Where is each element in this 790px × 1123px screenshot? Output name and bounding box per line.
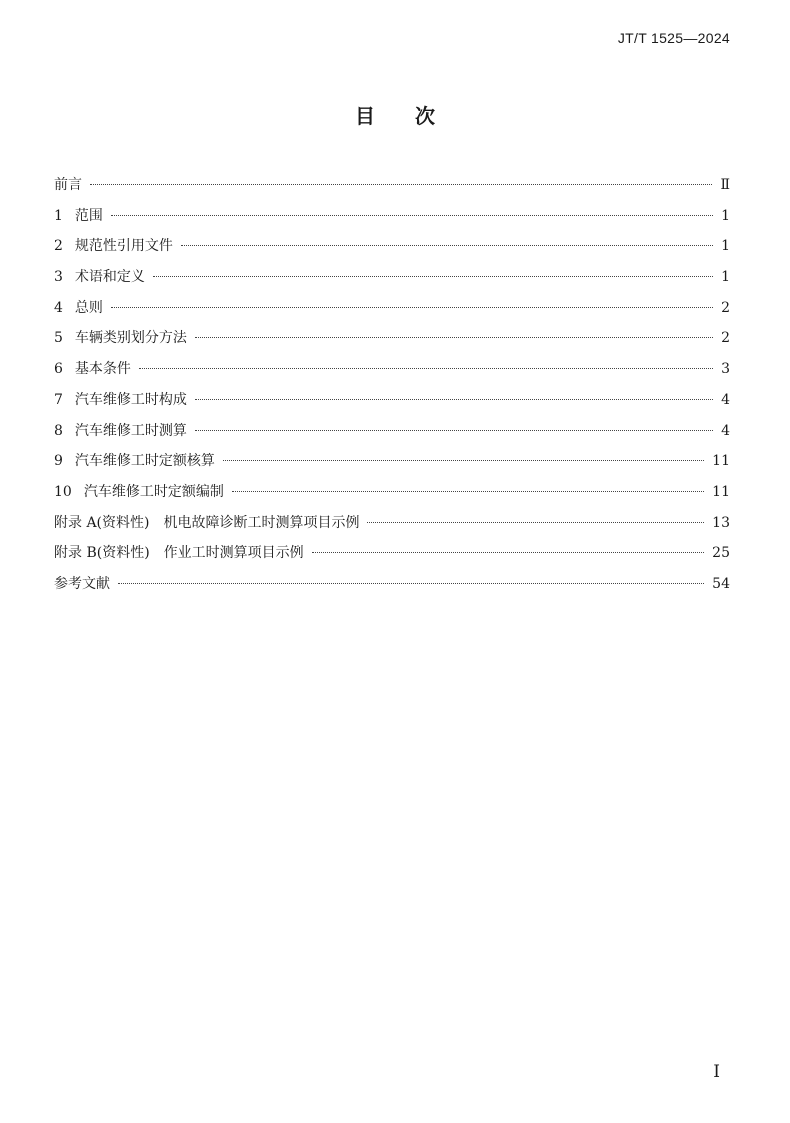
toc-entry-label: 附录 B(资料性) 作业工时测算项目示例 — [54, 545, 304, 562]
toc-entry-page: 2 — [721, 299, 730, 316]
table-of-contents — [54, 170, 730, 600]
toc-dot-leader — [90, 184, 712, 185]
toc-entry-number: 8 — [54, 422, 63, 439]
toc-dot-leader — [181, 245, 713, 246]
toc-entry-label: 术语和定义 — [74, 269, 145, 286]
toc-dot-leader — [232, 491, 704, 492]
toc-entry-number: 1 — [54, 207, 63, 224]
toc-entry-label: 汽车维修工时定额编制 — [83, 483, 224, 500]
toc-dot-leader — [195, 337, 713, 338]
toc-dot-leader — [367, 522, 704, 523]
toc-entry-label: 规范性引用文件 — [74, 238, 173, 255]
toc-dot-leader — [118, 583, 704, 584]
toc-entry-page: 4 — [721, 391, 730, 408]
toc-dot-leader — [312, 552, 705, 553]
toc-entry-page: 11 — [712, 453, 730, 470]
toc-entry-label: 附录 A(资料性) 机电故障诊断工时测算项目示例 — [54, 514, 360, 531]
toc-entry-label: 基本条件 — [74, 361, 131, 378]
toc-entry[interactable] — [54, 446, 730, 477]
toc-entry-label: 汽车维修工时测算 — [74, 422, 187, 439]
toc-entry-page: 2 — [721, 330, 730, 347]
page-number: Ⅰ — [713, 1062, 720, 1082]
toc-entry-label: 范围 — [74, 207, 103, 224]
toc-entry[interactable] — [54, 231, 730, 262]
standard-code: JT/T 1525—2024 — [617, 30, 730, 46]
toc-entry-label: 前言 — [54, 177, 82, 193]
toc-entry[interactable] — [54, 508, 730, 539]
page-title: 目次 — [355, 104, 475, 128]
toc-dot-leader — [111, 307, 713, 308]
toc-entry-page: 1 — [721, 207, 730, 224]
toc-entry-page: 25 — [712, 545, 730, 562]
toc-entry-label: 汽车维修工时定额核算 — [74, 453, 215, 470]
toc-entry[interactable] — [54, 569, 730, 600]
toc-entry-page: 1 — [721, 238, 730, 255]
toc-entry-page: 11 — [712, 483, 730, 500]
toc-entry-number: 5 — [54, 330, 63, 347]
toc-entry-page: Ⅱ — [720, 177, 730, 193]
toc-entry-number: 3 — [54, 269, 63, 286]
toc-dot-leader — [111, 215, 713, 216]
toc-entry-page: 4 — [721, 422, 730, 439]
toc-entry-number: 4 — [54, 299, 63, 316]
toc-entry-number: 9 — [54, 453, 63, 470]
toc-dot-leader — [153, 276, 713, 277]
toc-entry[interactable] — [54, 323, 730, 354]
toc-entry[interactable] — [54, 354, 730, 385]
toc-entry-number: 2 — [54, 238, 63, 255]
toc-entry-label: 车辆类别划分方法 — [74, 330, 187, 347]
toc-entry-page: 13 — [712, 514, 730, 531]
toc-dot-leader — [139, 368, 713, 369]
toc-dot-leader — [195, 399, 713, 400]
toc-dot-leader — [223, 460, 704, 461]
toc-entry-label: 参考文献 — [54, 575, 110, 592]
toc-entry-page: 3 — [721, 361, 730, 378]
toc-entry[interactable] — [54, 538, 730, 569]
toc-entry[interactable] — [54, 385, 730, 416]
toc-entry[interactable] — [54, 262, 730, 293]
toc-entry-number: 10 — [54, 483, 72, 500]
toc-entry[interactable] — [54, 201, 730, 232]
toc-entry-page: 54 — [712, 575, 730, 592]
toc-entry[interactable] — [54, 170, 730, 201]
toc-entry-label: 汽车维修工时构成 — [74, 391, 187, 408]
toc-entry-number: 7 — [54, 391, 63, 408]
toc-dot-leader — [195, 430, 713, 431]
toc-entry-number: 6 — [54, 361, 63, 378]
toc-entry[interactable] — [54, 416, 730, 447]
toc-entry[interactable] — [54, 477, 730, 508]
toc-entry-label: 总则 — [74, 299, 103, 316]
toc-entry[interactable] — [54, 293, 730, 324]
toc-entry-page: 1 — [721, 269, 730, 286]
